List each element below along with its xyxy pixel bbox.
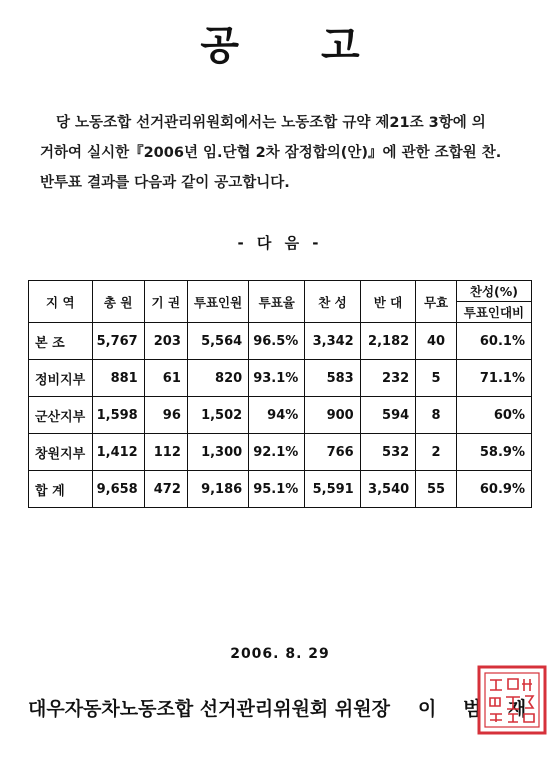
- header-approval-sub: 투표인대비: [456, 302, 531, 323]
- cell-abstain: 472: [144, 471, 187, 508]
- cell-yes: 900: [305, 397, 360, 434]
- cell-invalid: 55: [416, 471, 457, 508]
- cell-no: 2,182: [360, 323, 415, 360]
- notice-body-line-2: 거하여 실시한『2006년 임.단협 2차 잠정합의(안)』에 관한 조합원 찬.: [40, 145, 502, 161]
- cell-approval: 60.1%: [456, 323, 531, 360]
- cell-region: 본 조: [29, 323, 93, 360]
- cell-turnout: 94%: [249, 397, 305, 434]
- cell-invalid: 40: [416, 323, 457, 360]
- cell-yes: 766: [305, 434, 360, 471]
- table-row: [29, 397, 532, 434]
- cell-invalid: 8: [416, 397, 457, 434]
- cell-invalid: 2: [416, 434, 457, 471]
- header-no: 반 대: [360, 281, 415, 323]
- header-region: 지 역: [29, 281, 93, 323]
- vote-results-table: [28, 280, 532, 508]
- cell-total: 1,598: [92, 397, 144, 434]
- cell-no: 3,540: [360, 471, 415, 508]
- cell-invalid: 5: [416, 360, 457, 397]
- cell-approval: 60%: [456, 397, 531, 434]
- table-row: [29, 471, 532, 508]
- cell-region: 정비지부: [29, 360, 93, 397]
- cell-turnout: 92.1%: [249, 434, 305, 471]
- cell-abstain: 96: [144, 397, 187, 434]
- cell-approval: 58.9%: [456, 434, 531, 471]
- cell-total: 1,412: [92, 434, 144, 471]
- signature-line: [28, 694, 536, 721]
- cell-abstain: 61: [144, 360, 187, 397]
- cell-total: 881: [92, 360, 144, 397]
- table-row: [29, 323, 532, 360]
- table-row: [29, 434, 532, 471]
- cell-no: 232: [360, 360, 415, 397]
- signature-name: 이 범 재: [417, 698, 537, 720]
- cell-turnout: 95.1%: [249, 471, 305, 508]
- cell-turnout: 96.5%: [249, 323, 305, 360]
- cell-no: 594: [360, 397, 415, 434]
- cell-abstain: 112: [144, 434, 187, 471]
- cell-region: 합 계: [29, 471, 93, 508]
- cell-voters: 1,502: [187, 397, 248, 434]
- cell-no: 532: [360, 434, 415, 471]
- notice-body-line-3: 반투표 결과를 다음과 같이 공고합니다.: [40, 175, 290, 191]
- notice-body: [40, 108, 528, 198]
- cell-region: 군산지부: [29, 397, 93, 434]
- cell-voters: 5,564: [187, 323, 248, 360]
- cell-approval: 60.9%: [456, 471, 531, 508]
- cell-total: 5,767: [92, 323, 144, 360]
- cell-turnout: 93.1%: [249, 360, 305, 397]
- cell-yes: 3,342: [305, 323, 360, 360]
- notice-body-line-1: 당 노동조합 선거관리위원회에서는 노동조합 규약 제21조 3항에 의: [56, 115, 486, 131]
- header-invalid: 무효: [416, 281, 457, 323]
- notice-title: 공 고: [200, 23, 394, 69]
- signature-org: 대우자동차노동조합 선거관리위원회 위원장: [28, 698, 390, 720]
- cell-yes: 5,591: [305, 471, 360, 508]
- cell-yes: 583: [305, 360, 360, 397]
- cell-approval: 71.1%: [456, 360, 531, 397]
- cell-voters: 9,186: [187, 471, 248, 508]
- subheading: - 다 음 -: [237, 234, 323, 252]
- results-body: [29, 323, 532, 508]
- header-yes: 찬 성: [305, 281, 360, 323]
- cell-total: 9,658: [92, 471, 144, 508]
- cell-region: 창원지부: [29, 434, 93, 471]
- header-voters: 투표인원: [187, 281, 248, 323]
- official-seal-icon: [476, 664, 548, 736]
- cell-voters: 820: [187, 360, 248, 397]
- cell-voters: 1,300: [187, 434, 248, 471]
- header-turnout: 투표율: [249, 281, 305, 323]
- notice-date: 2006. 8. 29: [230, 646, 330, 662]
- header-approval: 찬성(%): [456, 281, 531, 302]
- table-row: [29, 360, 532, 397]
- header-total: 총 원: [92, 281, 144, 323]
- header-abstain: 기 권: [144, 281, 187, 323]
- cell-abstain: 203: [144, 323, 187, 360]
